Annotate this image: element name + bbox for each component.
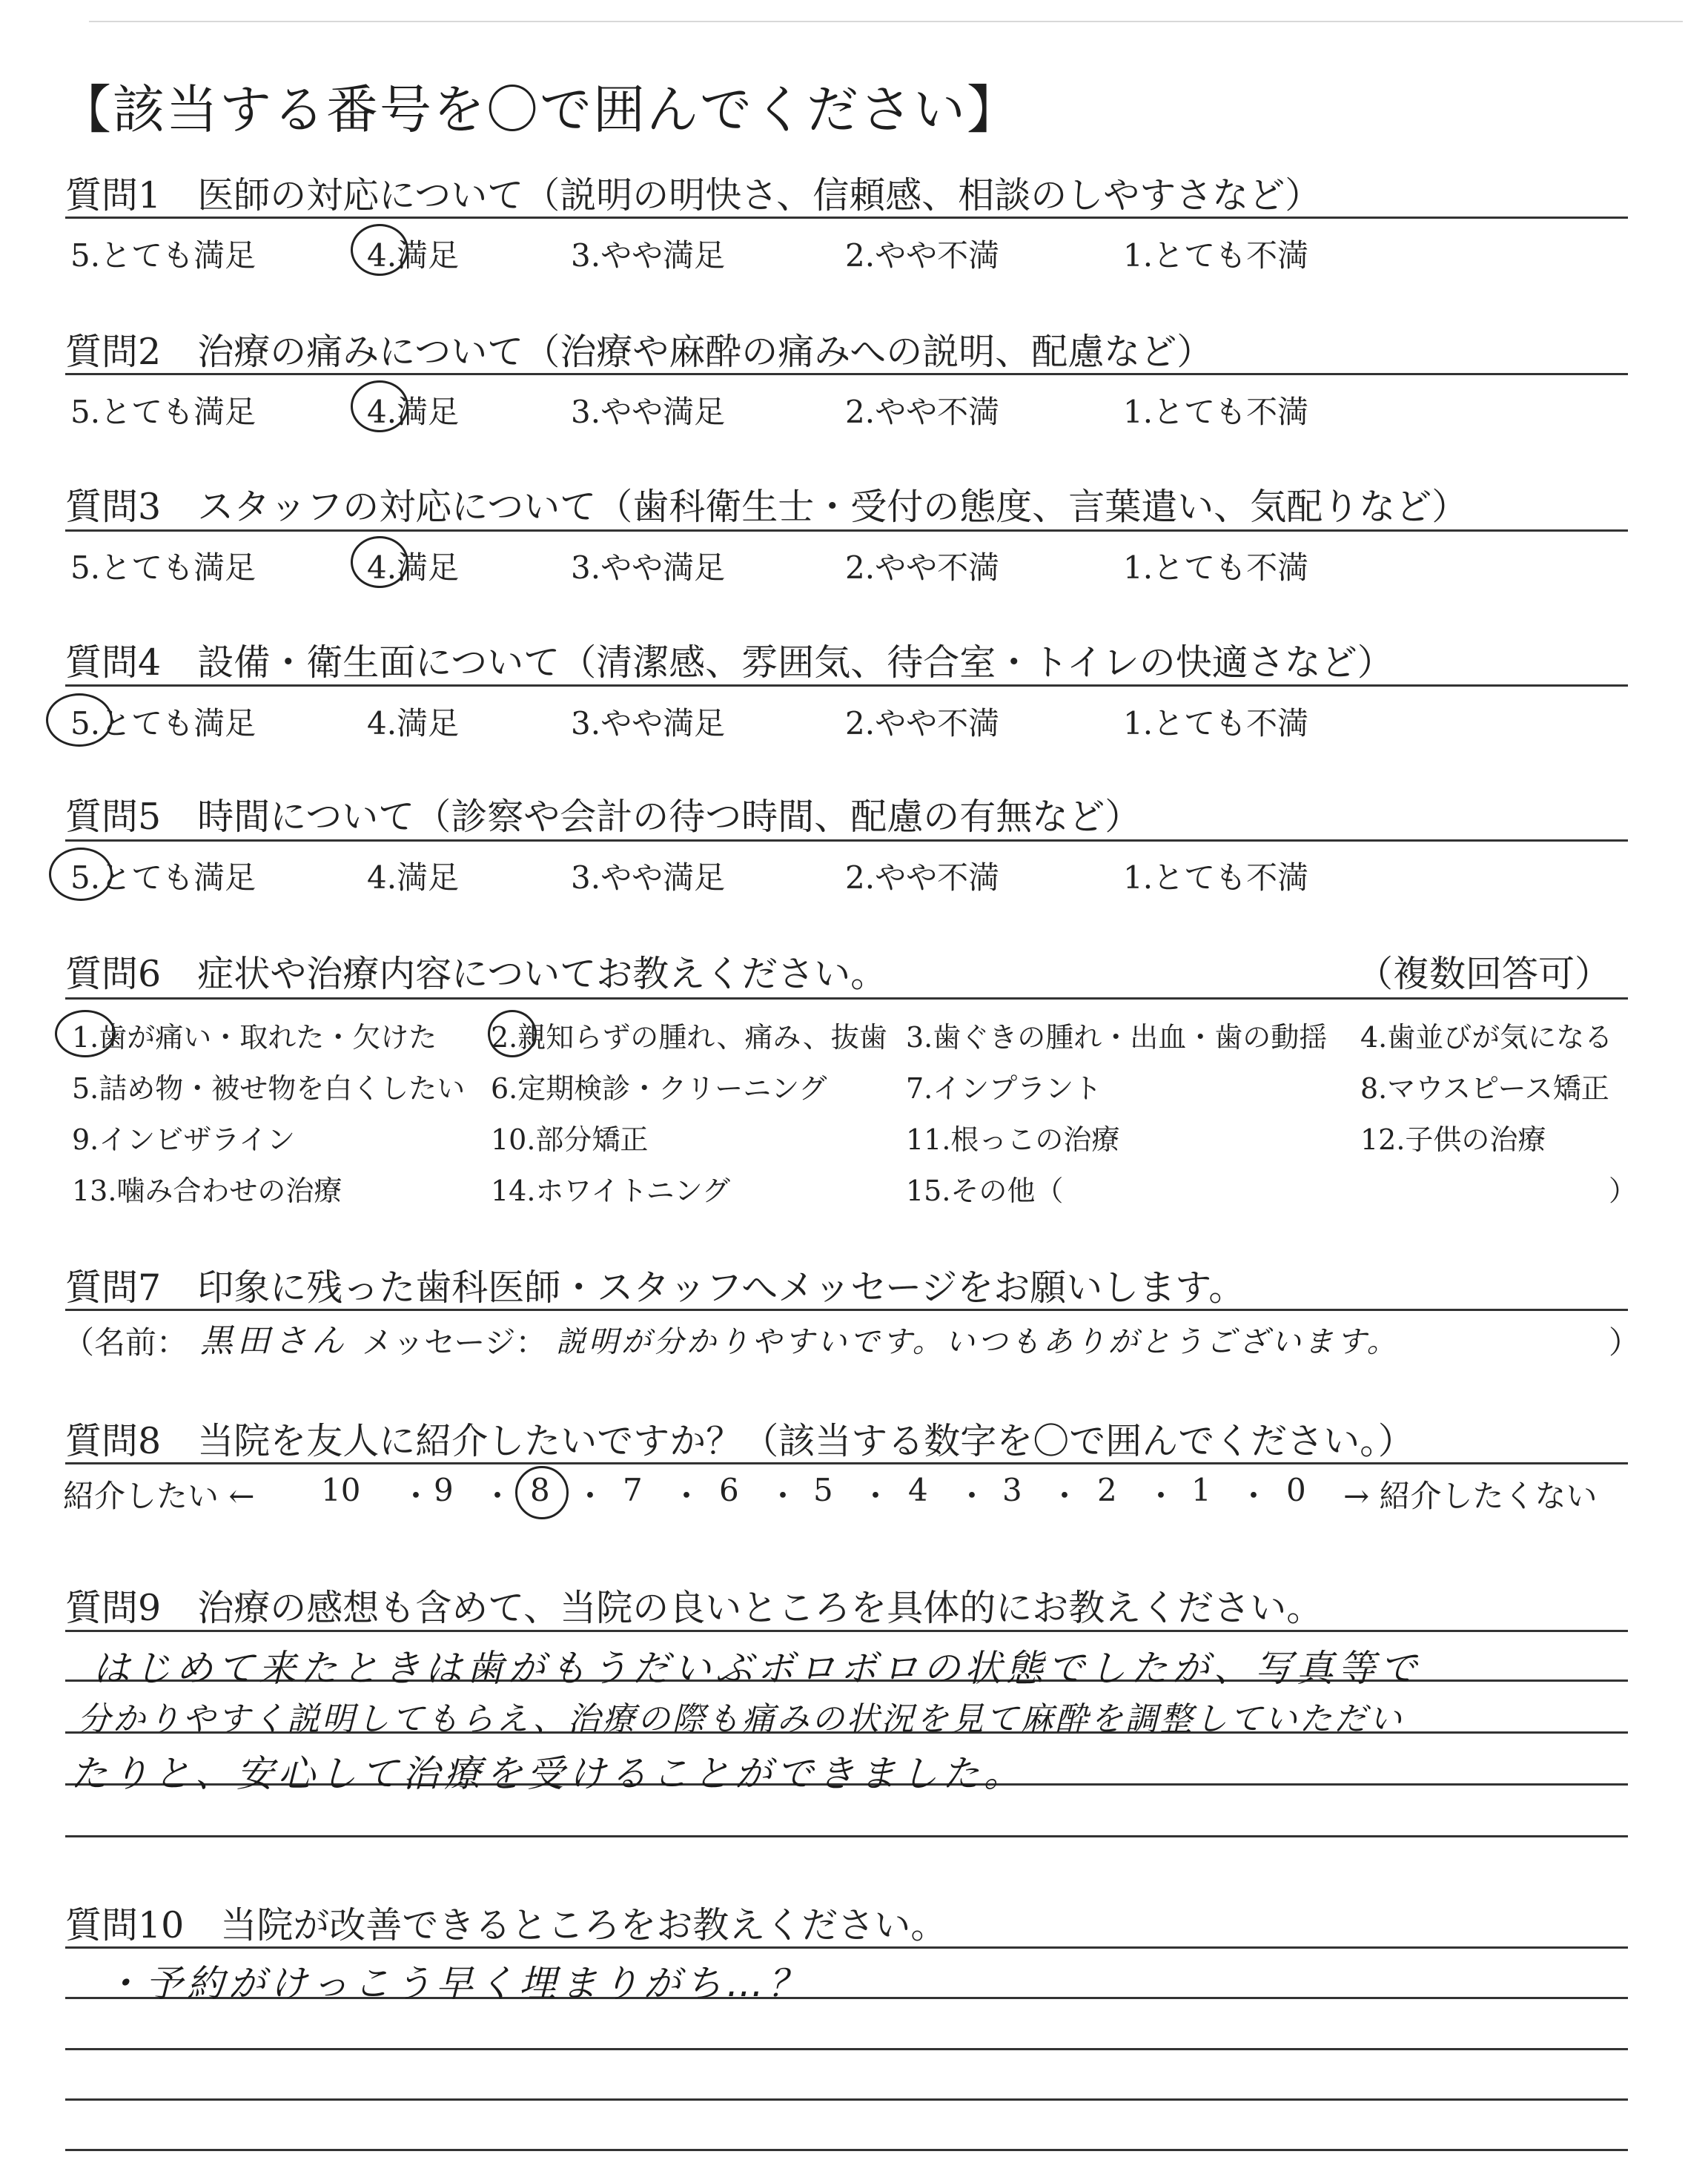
q7-close-paren: ） <box>1609 1324 1641 1361</box>
question-5-rule <box>65 839 1628 842</box>
q2-option-4[interactable]: 4.満足 <box>367 394 460 430</box>
q1-selection-circle <box>351 224 408 276</box>
q3-option-1[interactable]: 1.とても不満 <box>1123 549 1309 586</box>
q10-line-3 <box>65 2048 1628 2050</box>
q4-option-3[interactable]: 3.やや満足 <box>571 705 726 742</box>
q6-option-9[interactable]: 9.インビザライン <box>72 1123 296 1156</box>
question-2-title: 質問2 治療の痛みについて（治療や麻酔の痛みへの説明、配慮など） <box>65 331 1214 373</box>
question-9-title: 質問9 治療の感想も含めて、当院の良いところを具体的にお教えください。 <box>65 1587 1323 1629</box>
q5-option-2[interactable]: 2.やや不満 <box>845 859 1000 896</box>
question-4-title: 質問4 設備・衛生面について（清潔感、雰囲気、待合室・トイレの快適さなど） <box>65 641 1394 684</box>
q6-option-14[interactable]: 14.ホワイトニング <box>491 1175 731 1207</box>
question-10-title: 質問10 当院が改善できるところをお教えください。 <box>65 1904 947 1946</box>
q10-answer-line-1[interactable]: ・予約がけっこう早く埋まりがち…？ <box>104 1962 810 2005</box>
q8-scale-dot: ・ <box>1145 1478 1177 1514</box>
top-border <box>89 21 1683 22</box>
q6-selection-circle-2 <box>488 1010 537 1057</box>
q8-scale-1[interactable]: 1 <box>1191 1472 1211 1508</box>
q6-option-2[interactable]: 2.親知らずの腫れ、痛み、抜歯 <box>491 1021 887 1054</box>
q1-option-5[interactable]: 5.とても満足 <box>70 237 256 274</box>
q8-scale-0[interactable]: 0 <box>1286 1472 1306 1508</box>
q8-scale-6[interactable]: 6 <box>719 1472 739 1508</box>
q4-option-2[interactable]: 2.やや不満 <box>845 705 1000 742</box>
q8-scale-5[interactable]: 5 <box>813 1472 833 1508</box>
q4-selection-circle <box>46 693 113 747</box>
q6-option-12[interactable]: 12.子供の治療 <box>1360 1123 1546 1156</box>
q6-option-5[interactable]: 5.詰め物・被せ物を白くしたい <box>72 1072 466 1105</box>
q8-scale-dot: ・ <box>1238 1478 1270 1514</box>
q8-selection-circle <box>515 1466 569 1519</box>
q2-option-1[interactable]: 1.とても不満 <box>1123 394 1309 430</box>
q9-answer-line-2[interactable]: 分かりやすく説明してもらえ、治療の際も痛みの状況を見て麻酔を調整していただい <box>78 1700 1404 1738</box>
question-7-title: 質問7 印象に残った歯科医師・スタッフへメッセージをお願いします。 <box>65 1266 1245 1309</box>
q4-option-1[interactable]: 1.とても不満 <box>1123 705 1309 742</box>
q1-option-4[interactable]: 4.満足 <box>367 237 460 274</box>
q7-name-handwritten[interactable]: 黒田さん <box>200 1322 348 1360</box>
q9-answer-line-1[interactable]: はじめて来たときは歯がもうだいぶボロボロの状態でしたが、写真等で <box>93 1647 1421 1690</box>
question-5-title: 質問5 時間について（診察や会計の待つ時間、配慮の有無など） <box>65 796 1142 838</box>
q9-line-1 <box>65 1630 1628 1632</box>
question-8-rule <box>65 1462 1628 1464</box>
q8-right-label: → 紹介したくない <box>1343 1478 1598 1514</box>
q6-option-8[interactable]: 8.マウスピース矯正 <box>1360 1072 1609 1105</box>
question-6-rule <box>65 997 1628 1000</box>
q3-option-3[interactable]: 3.やや満足 <box>571 549 726 586</box>
question-1-rule <box>65 217 1628 219</box>
q6-option-15[interactable]: 15.その他（ <box>906 1175 1064 1207</box>
q6-option-15-close: ） <box>1609 1175 1638 1207</box>
q8-scale-8[interactable]: 8 <box>530 1472 550 1508</box>
q8-scale-dot: ・ <box>575 1478 606 1514</box>
q3-option-2[interactable]: 2.やや不満 <box>845 549 1000 586</box>
q5-option-3[interactable]: 3.やや満足 <box>571 859 726 896</box>
q9-answer-line-3[interactable]: たりと、安心して治療を受けることができました。 <box>70 1752 1025 1795</box>
q5-option-4[interactable]: 4.満足 <box>367 859 460 896</box>
q9-line-5 <box>65 1835 1628 1837</box>
q5-option-1[interactable]: 1.とても不満 <box>1123 859 1309 896</box>
question-4-rule <box>65 684 1628 687</box>
q6-option-10[interactable]: 10.部分矯正 <box>491 1123 649 1156</box>
q8-scale-dot: ・ <box>482 1478 514 1514</box>
q1-option-2[interactable]: 2.やや不満 <box>845 237 1000 274</box>
q2-option-5[interactable]: 5.とても満足 <box>70 394 256 430</box>
q7-message-label: メッセージ： <box>362 1324 547 1361</box>
q8-scale-10[interactable]: 10 <box>321 1472 361 1508</box>
question-2-rule <box>65 373 1628 375</box>
q4-option-5[interactable]: 5.とても満足 <box>70 705 256 742</box>
q5-option-5[interactable]: 5.とても満足 <box>70 859 256 896</box>
question-6-title: 質問6 症状や治療内容についてお教えください。 <box>65 953 887 995</box>
q4-option-4[interactable]: 4.満足 <box>367 705 460 742</box>
q10-line-1 <box>65 1946 1628 1949</box>
q6-option-13[interactable]: 13.噛み合わせの治療 <box>72 1175 342 1207</box>
q8-scale-dot: ・ <box>671 1478 703 1514</box>
q8-scale-2[interactable]: 2 <box>1097 1472 1117 1508</box>
question-8-title: 質問8 当院を友人に紹介したいですか？（該当する数字を〇で囲んでください。） <box>65 1420 1414 1462</box>
question-6-note: （複数回答可） <box>1357 953 1612 995</box>
q8-scale-4[interactable]: 4 <box>908 1472 928 1508</box>
q3-option-5[interactable]: 5.とても満足 <box>70 549 256 586</box>
q10-line-5 <box>65 2149 1628 2151</box>
page-header: 【該当する番号を〇で囲んでください】 <box>59 79 1020 140</box>
q8-scale-dot: ・ <box>860 1478 892 1514</box>
q8-scale-7[interactable]: 7 <box>623 1472 643 1508</box>
q8-scale-dot: ・ <box>956 1478 988 1514</box>
q2-selection-circle <box>351 380 408 432</box>
q8-scale-dot: ・ <box>1049 1478 1081 1514</box>
q6-option-4[interactable]: 4.歯並びが気になる <box>1360 1021 1613 1054</box>
q8-scale-9[interactable]: 9 <box>434 1472 454 1508</box>
q8-scale-dot: ・ <box>767 1478 799 1514</box>
q5-selection-circle <box>49 848 113 901</box>
q3-selection-circle <box>351 536 408 588</box>
q8-left-label: 紹介したい ← <box>63 1478 255 1514</box>
q1-option-1[interactable]: 1.とても不満 <box>1123 237 1309 274</box>
q6-option-3[interactable]: 3.歯ぐきの腫れ・出血・歯の動揺 <box>906 1021 1328 1054</box>
q6-option-11[interactable]: 11.根っこの治療 <box>906 1123 1120 1156</box>
q8-scale-3[interactable]: 3 <box>1002 1472 1022 1508</box>
q1-option-3[interactable]: 3.やや満足 <box>571 237 726 274</box>
q6-selection-circle-1 <box>55 1010 116 1057</box>
q8-scale-dot: ・ <box>400 1478 432 1514</box>
q7-name-label: （名前： <box>63 1324 188 1361</box>
question-7-rule <box>65 1309 1628 1311</box>
question-3-title: 質問3 スタッフの対応について（歯科衛生士・受付の態度、言葉遣い、気配りなど） <box>65 486 1469 528</box>
question-1-title: 質問1 医師の対応について（説明の明快さ、信頼感、相談のしやすさなど） <box>65 174 1322 217</box>
question-3-rule <box>65 529 1628 532</box>
q3-option-4[interactable]: 4.満足 <box>367 549 460 586</box>
q6-option-7[interactable]: 7.インプラント <box>906 1072 1102 1105</box>
q7-message-handwritten[interactable]: 説明が分かりやすいです。いつもありがとうございます。 <box>556 1325 1400 1359</box>
q2-option-3[interactable]: 3.やや満足 <box>571 394 726 430</box>
q10-line-4 <box>65 2098 1628 2101</box>
q6-option-1[interactable]: 1.歯が痛い・取れた・欠けた <box>72 1021 437 1054</box>
q6-option-6[interactable]: 6.定期検診・クリーニング <box>491 1072 827 1105</box>
q2-option-2[interactable]: 2.やや不満 <box>845 394 1000 430</box>
